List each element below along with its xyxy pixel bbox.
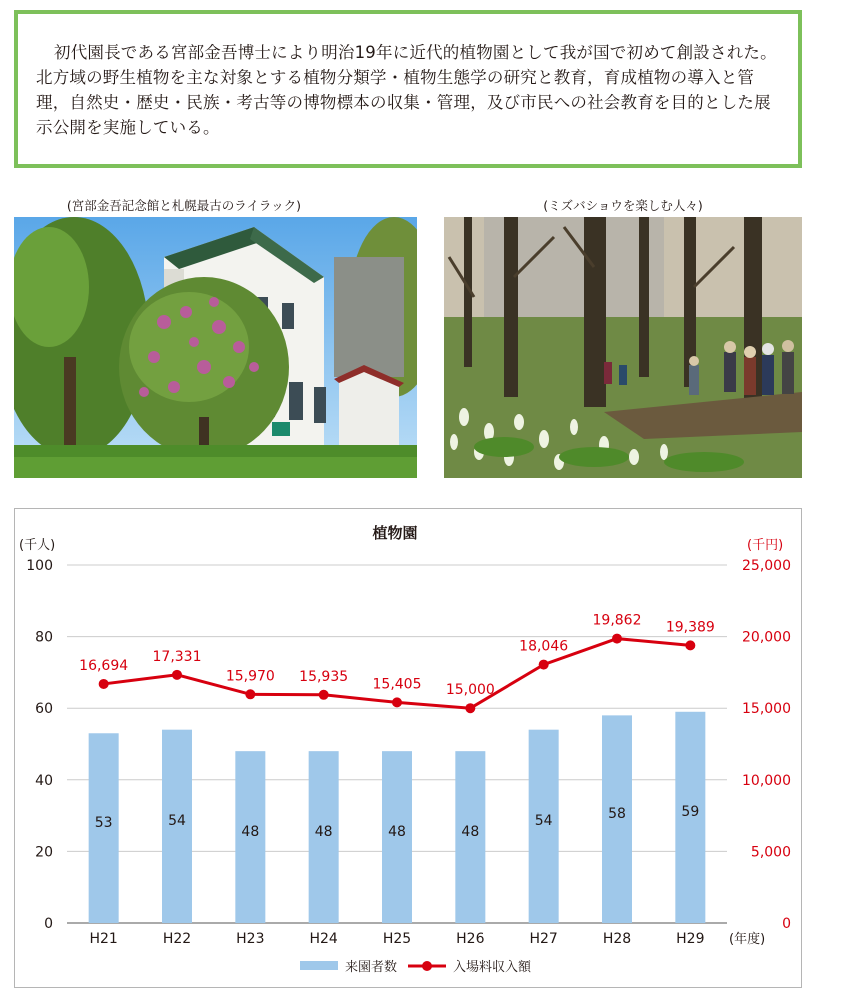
x-tick-label: H27 xyxy=(529,931,558,947)
bar-data-label: 53 xyxy=(94,814,113,831)
x-tick-label: H21 xyxy=(89,931,118,947)
y-right-tick: 15,000 xyxy=(742,701,791,718)
revenue-data-label: 19,389 xyxy=(665,619,715,636)
x-tick-label: H29 xyxy=(676,931,705,947)
revenue-point xyxy=(392,697,402,707)
bar-data-label: 48 xyxy=(241,823,260,840)
y-left-unit: (千人) xyxy=(19,538,56,553)
revenue-point xyxy=(245,689,255,699)
x-tick-label: H22 xyxy=(162,931,192,947)
y-right-unit: (千円) xyxy=(747,538,784,553)
bar-data-label: 48 xyxy=(461,823,480,840)
memorial-hall-photo xyxy=(14,217,417,478)
revenue-point xyxy=(465,703,475,713)
y-left-tick: 40 xyxy=(35,772,53,789)
y-left-tick: 80 xyxy=(35,629,53,646)
revenue-point xyxy=(685,640,695,650)
y-left-tick: 60 xyxy=(35,701,53,718)
x-unit-label: (年度) xyxy=(729,932,766,947)
bar-data-label: 58 xyxy=(608,806,626,823)
bar-data-label: 48 xyxy=(388,823,406,840)
revenue-data-label: 18,046 xyxy=(519,638,569,655)
chart xyxy=(15,509,803,989)
revenue-data-label: 17,331 xyxy=(152,648,202,665)
y-right-tick: 0 xyxy=(782,916,791,932)
revenue-data-label: 15,935 xyxy=(299,668,349,685)
x-tick-label: H26 xyxy=(456,931,485,947)
y-right-tick: 20,000 xyxy=(742,629,791,646)
x-tick-label: H25 xyxy=(382,931,412,947)
right-photo-caption: (ミズバショウを楽しむ人々) xyxy=(543,198,703,213)
chart-frame xyxy=(14,508,802,988)
chart-title: 植物園 xyxy=(372,524,418,542)
revenue-point xyxy=(99,679,109,689)
y-right-tick: 5,000 xyxy=(750,844,791,861)
y-left-tick: 100 xyxy=(26,558,53,574)
revenue-point xyxy=(319,690,329,700)
legend-line-marker xyxy=(422,961,432,971)
bar-data-label: 54 xyxy=(534,813,553,830)
y-left-tick: 0 xyxy=(44,916,53,932)
x-tick-label: H24 xyxy=(309,931,338,947)
revenue-data-label: 16,694 xyxy=(79,657,129,674)
bar-data-label: 54 xyxy=(168,813,186,830)
revenue-point xyxy=(172,670,182,680)
y-right-tick: 25,000 xyxy=(742,558,791,574)
skunk-cabbage-photo xyxy=(444,217,802,478)
x-tick-label: H28 xyxy=(602,931,632,947)
revenue-data-label: 15,405 xyxy=(372,676,422,693)
revenue-data-label: 15,970 xyxy=(225,668,275,685)
left-photo-caption: (宮部金吾記念館と札幌最古のライラック) xyxy=(66,198,302,213)
revenue-point xyxy=(612,634,622,644)
bar-data-label: 59 xyxy=(681,804,700,821)
intro-text: 初代園長である宮部金吾博士により明治19年に近代的植物園として我が国で初めて創設された。北方域の野生植物を主な対象とする植物分類学・植物生態学の研究と教育，育成植物の導入と管理，自然史・歴史・民族・考古等の博物標本の収集・管理，及び市民への社会教育を目的とした展示公開を実施している。 xyxy=(36,43,777,137)
revenue-data-label: 15,000 xyxy=(445,682,495,699)
revenue-data-label: 19,862 xyxy=(592,612,642,629)
y-left-tick: 20 xyxy=(35,844,53,861)
legend-line-label: 入場料収入額 xyxy=(453,960,532,975)
bar-data-label: 48 xyxy=(314,823,333,840)
x-tick-label: H23 xyxy=(236,931,265,947)
legend-bar-label: 来園者数 xyxy=(345,960,398,975)
y-right-tick: 10,000 xyxy=(742,772,791,789)
revenue-point xyxy=(539,660,549,670)
intro-box xyxy=(14,10,802,168)
legend-bar-swatch xyxy=(300,961,338,970)
